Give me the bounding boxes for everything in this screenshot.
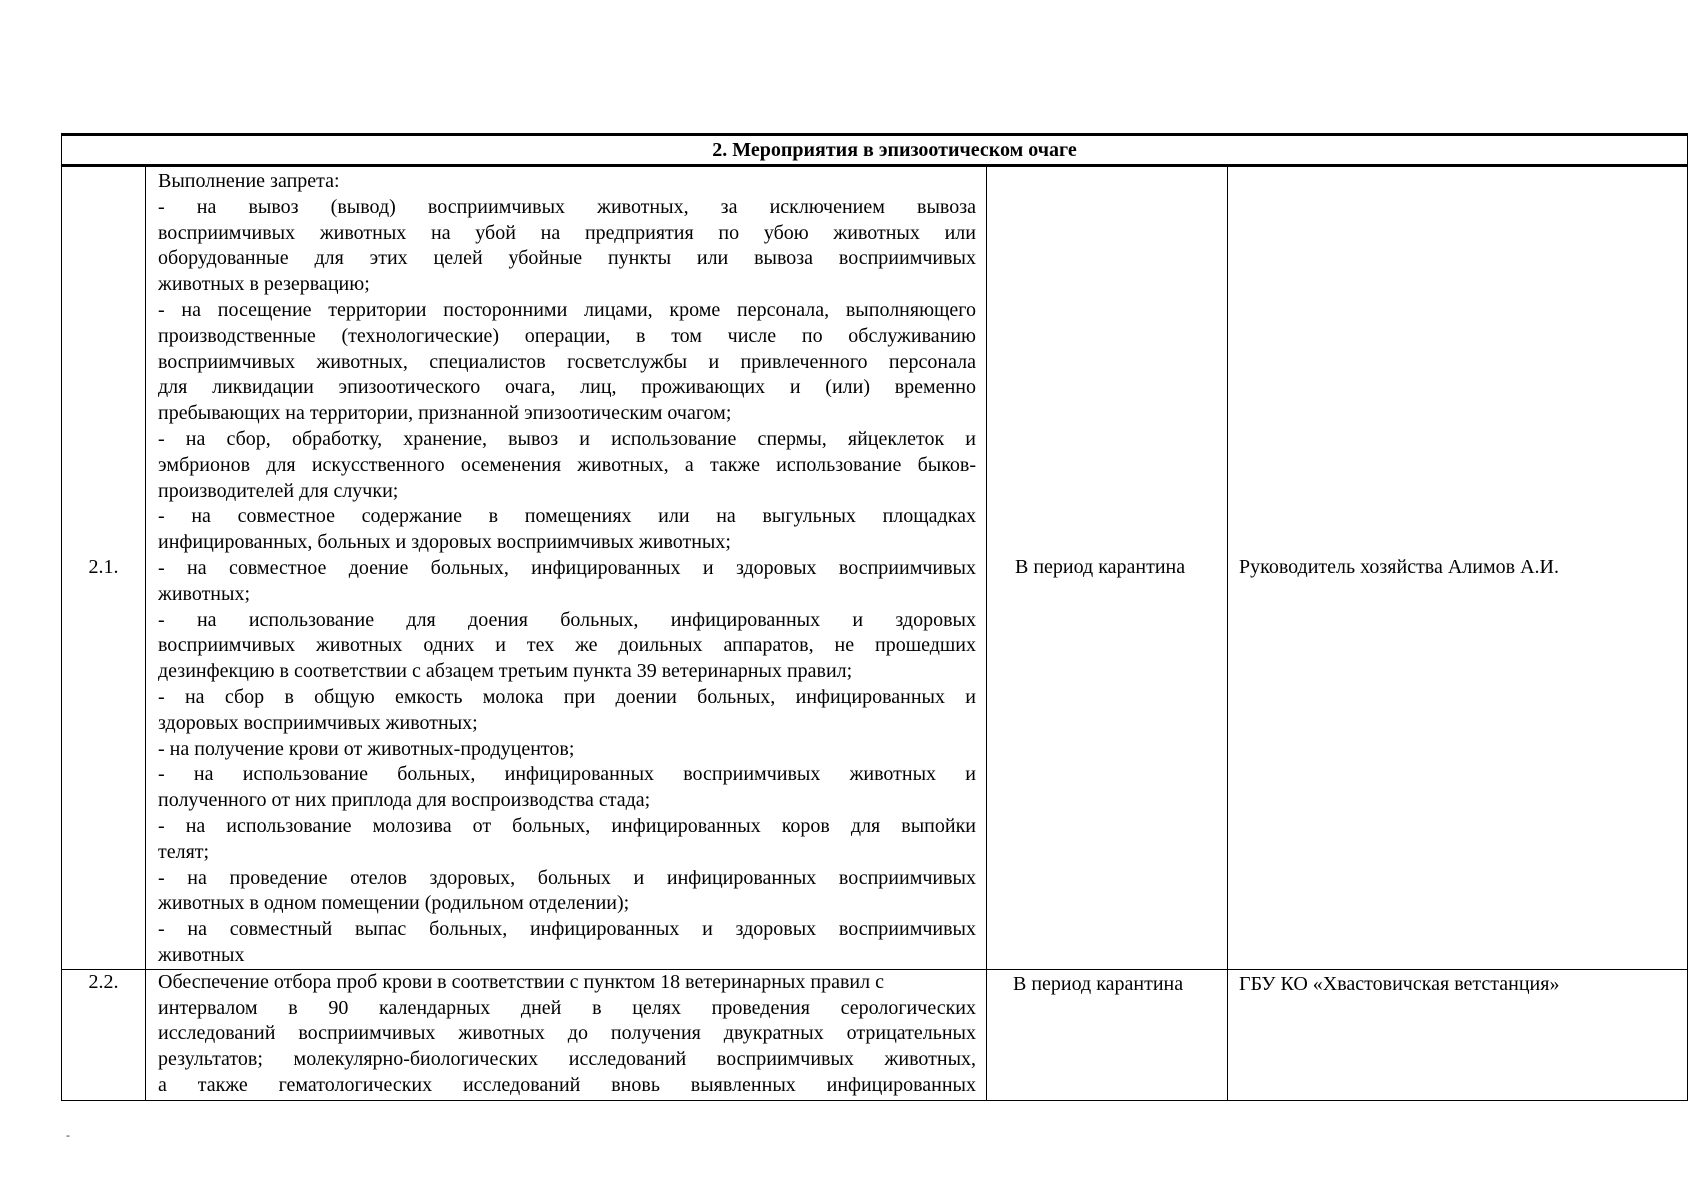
text-line: здоровых восприимчивых животных; (158, 711, 478, 734)
text-line: - на вывоз (вывод) восприимчивых животных, за исключением вывоза (158, 195, 976, 218)
text-line: инфицированных, больных и здоровых восприимчивых животных; (158, 531, 731, 554)
text-line: восприимчивых животных одних и тех же доильных аппаратов, не прошедших (158, 634, 976, 657)
text-line: восприимчивых животных на убой на предприятия по убою животных или (158, 221, 976, 244)
table-row (62, 166, 1688, 970)
text-line: производственные (технологические) операции, в том числе по обслуживанию (158, 324, 976, 347)
row-description (146, 969, 987, 1100)
text-line: животных в одном помещении (родильном отделении); (158, 892, 630, 915)
row-period: В период карантина (987, 969, 1228, 1100)
text-line: Обеспечение отбора проб крови в соответствии с пунктом 18 ветеринарных правил с (158, 970, 884, 993)
text-line: а также гематологических исследований вновь выявленных инфицированных (158, 1073, 976, 1096)
table-row (62, 969, 1688, 1100)
text-line: для ликвидации эпизоотического очага, лиц, проживающих и (или) временно (158, 376, 976, 399)
text-line: - на использование молозива от больных, инфицированных коров для выпойки (158, 814, 976, 837)
text-line: исследований восприимчивых животных до получения двукратных отрицательных (158, 1022, 976, 1045)
text-line: - на совместное содержание в помещениях или на выгульных площадках (158, 505, 976, 528)
section-header-row (62, 135, 1688, 166)
text-line: пребывающих на территории, признанной эпизоотическим очагом; (158, 402, 732, 425)
row-responsible: ГБУ КО «Хвастовичская ветстанция» (1228, 969, 1688, 1100)
text-line: телят; (158, 840, 210, 863)
section-title-cell (62, 135, 1688, 166)
text-line: - на получение крови от животных-продуцентов; (158, 737, 575, 760)
row-period: В период карантина (987, 166, 1228, 970)
text-line: - на совместный выпас больных, инфицированных и здоровых восприимчивых (158, 918, 976, 941)
scan-speck: - (66, 1128, 70, 1142)
text-line: - на использование для доения больных, инфицированных и здоровых (158, 608, 976, 631)
section-title: 2. Мероприятия в эпизоотическом очаге (712, 139, 1077, 161)
text-line: интервалом в 90 календарных дней в целях проведения серологических (158, 996, 976, 1019)
text-line: животных (158, 943, 245, 966)
text-line: производителей для случки; (158, 479, 399, 502)
text-line: животных; (158, 582, 251, 605)
text-line: полученного от них приплода для воспроизводства стада; (158, 789, 651, 812)
row-description (146, 166, 987, 970)
text-line: - на сбор в общую емкость молока при доении больных, инфицированных и (158, 685, 976, 708)
text-line: восприимчивых животных, специалистов госветслужбы и привлеченного персонала (158, 350, 976, 373)
row-number: 2.1. (62, 166, 146, 970)
text-line: результатов; молекулярно-биологических исследований восприимчивых животных, (158, 1048, 976, 1071)
text-line: оборудованные для этих целей убойные пункты или вывоза восприимчивых (158, 247, 976, 270)
row-responsible: Руководитель хозяйства Алимов А.И. (1228, 166, 1688, 970)
text-line: - на совместное доение больных, инфицированных и здоровых восприимчивых (158, 556, 976, 579)
text-line: животных в резервацию; (158, 273, 370, 296)
text-line: - на посещение территории посторонними лицами, кроме персонала, выполняющего (158, 298, 976, 321)
text-line: - на сбор, обработку, хранение, вывоз и использование спермы, яйцеклеток и (158, 427, 976, 450)
row-number: 2.2. (62, 969, 146, 1100)
text-line: Выполнение запрета: (158, 170, 340, 192)
measures-table (61, 133, 1688, 1101)
text-line: эмбрионов для искусственного осеменения животных, а также использование быков- (158, 453, 976, 476)
text-line: дезинфекцию в соответствии с абзацем третьим пункта 39 ветеринарных правил; (158, 660, 853, 683)
text-line: - на использование больных, инфицированных восприимчивых животных и (158, 763, 976, 786)
text-line: - на проведение отелов здоровых, больных и инфицированных восприимчивых (158, 866, 976, 889)
